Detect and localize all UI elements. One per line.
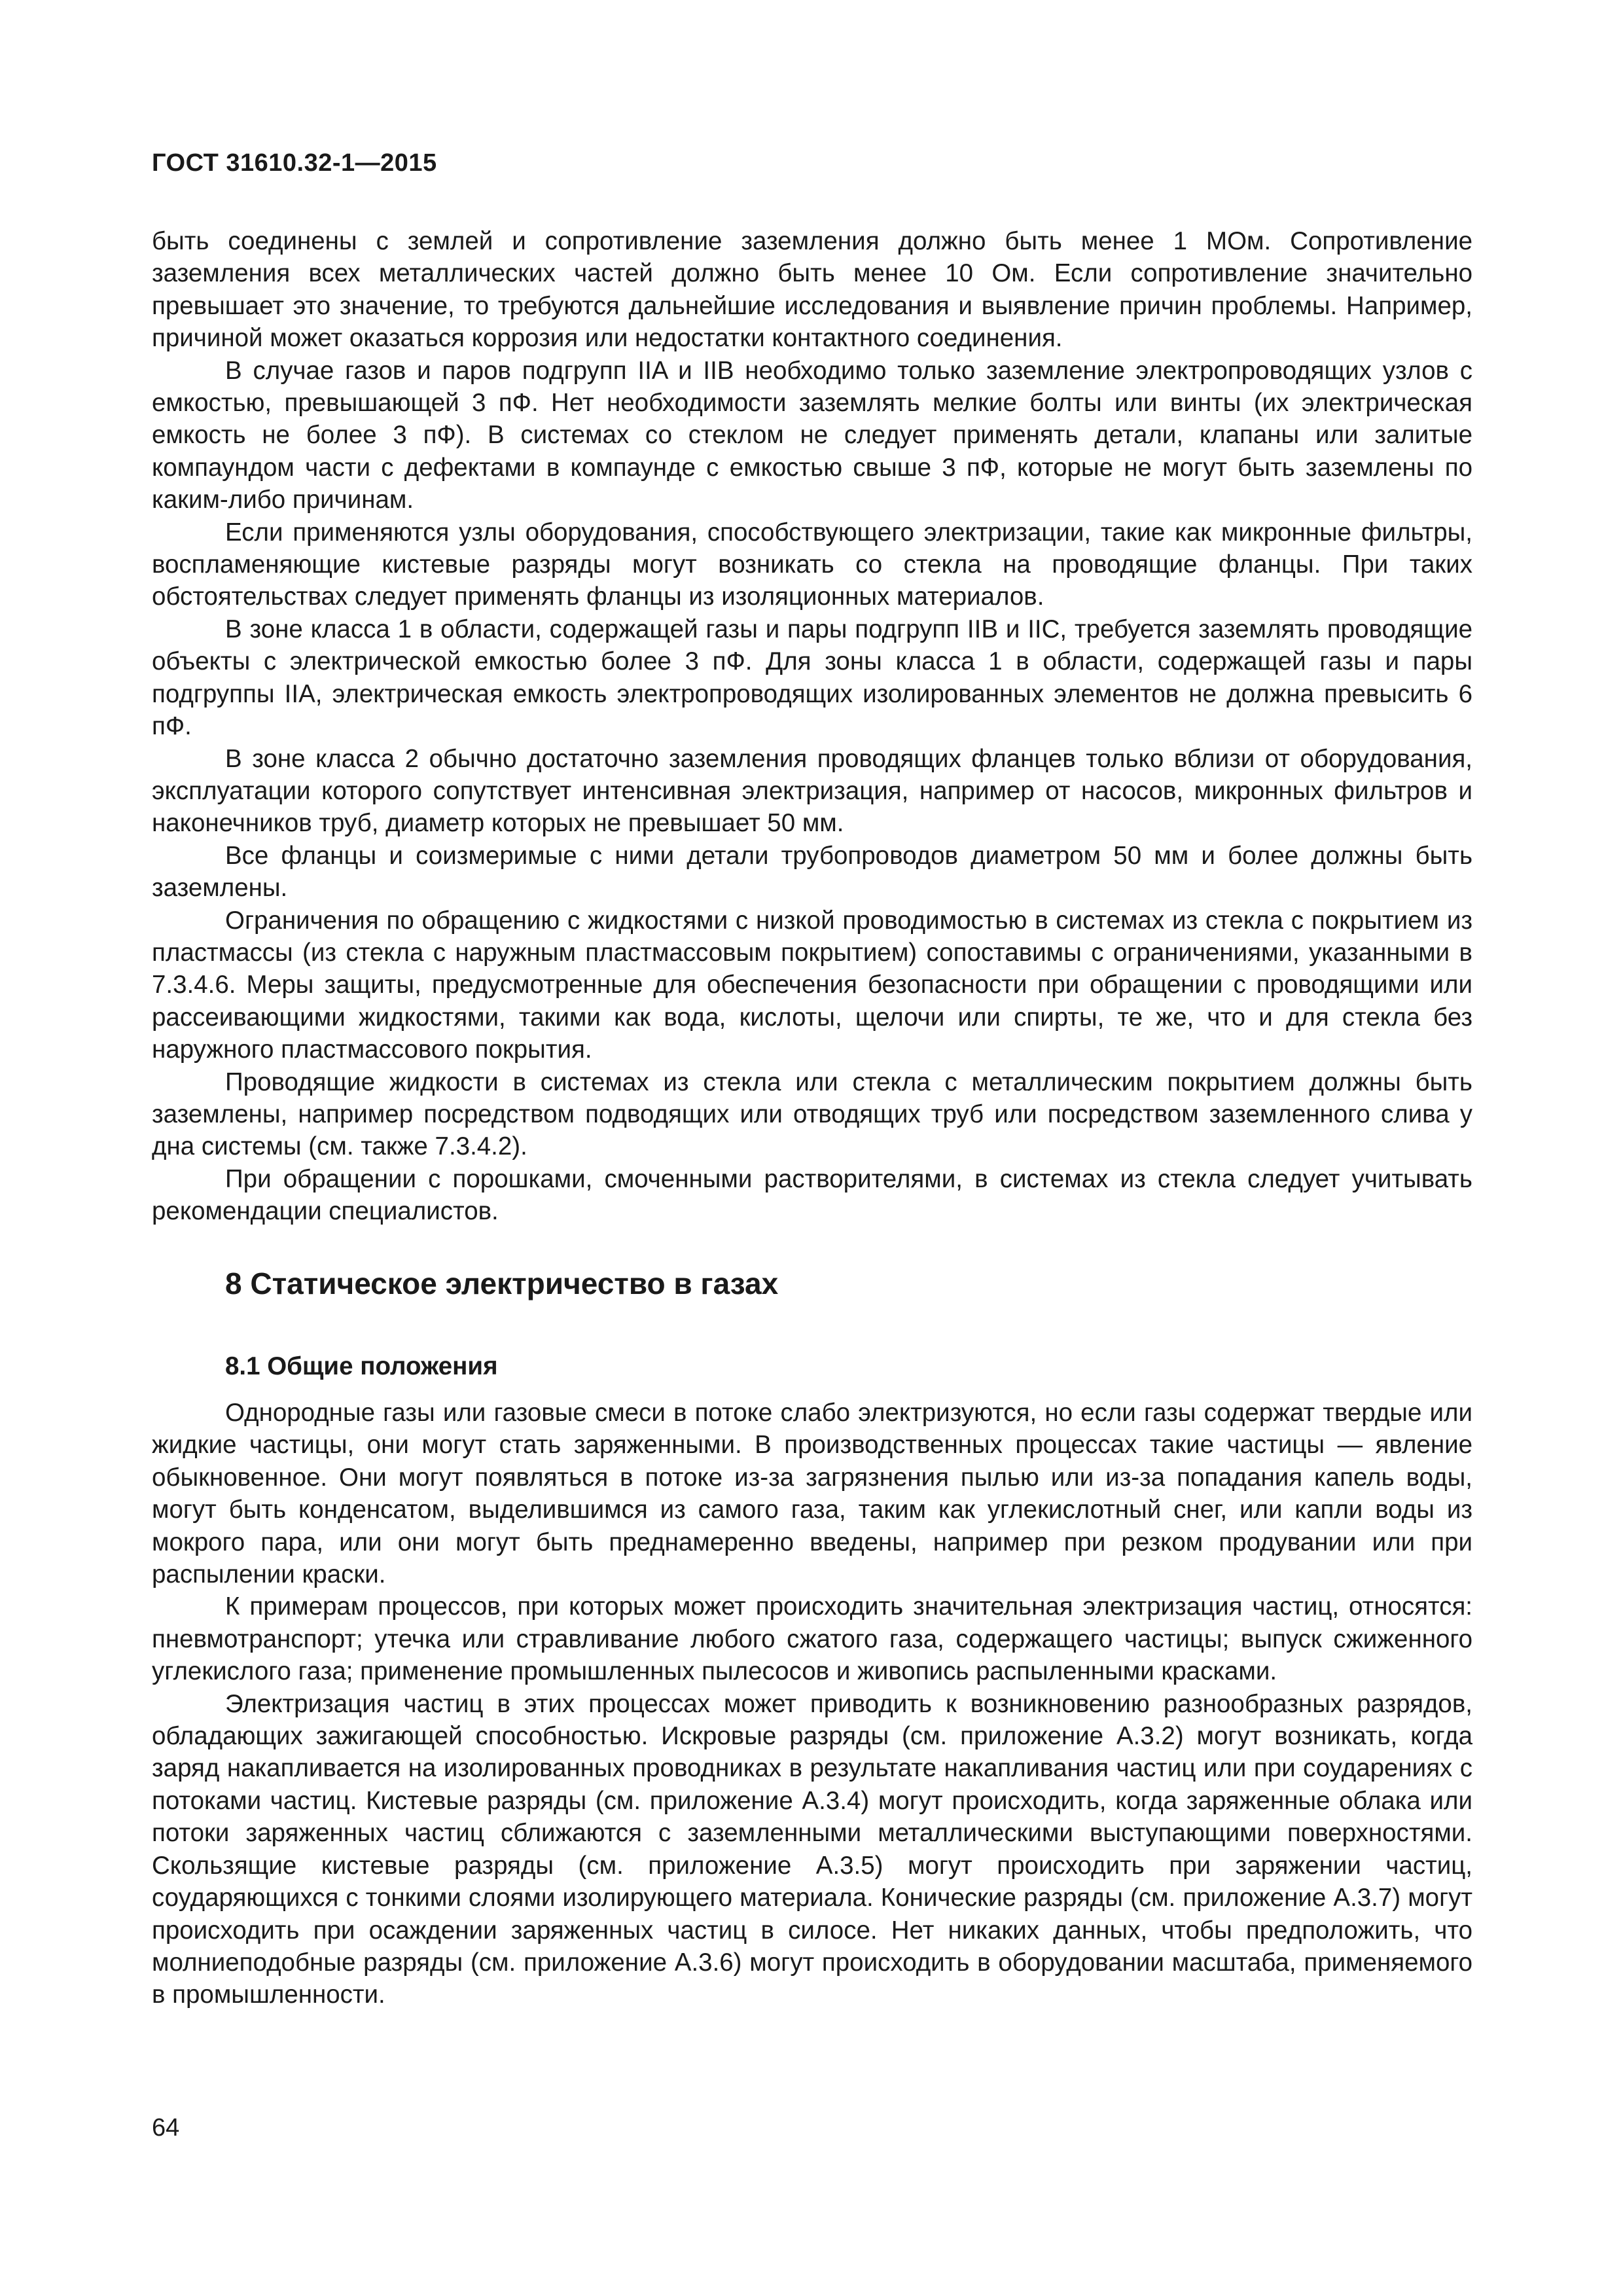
document-header: ГОСТ 31610.32-1—2015 xyxy=(152,149,437,177)
paragraph: В зоне класса 2 обычно достаточно заземления проводящих фланцев только вблизи от оборудования, эксплуатации которого сопутствует интенсивная электризация, например от насосов, микронных фильтров и наконечников труб, диаметр которых не превышает 50 мм. xyxy=(152,744,1472,838)
paragraph: В случае газов и паров подгрупп IIA и IIB необходимо только заземление электропроводящих узлов с емкостью, превышающей 3 пФ. Нет необходимости заземлять мелкие болты или винты (их электрическая емкость не более 3 пФ). В системах со стеклом не следует применять детали, клапаны или залитые компаундом части с дефектами в компаунде с емкостью свыше 3 пФ, которые не могут быть заземлены по каким-либо причинам. xyxy=(152,356,1472,514)
paragraph: Если применяются узлы оборудования, способствующего электризации, такие как микронные фильтры, воспламеняющие кистевые разряды могут возникать со стекла на проводящие фланцы. При таких обстоятельствах следует применять фланцы из изоляционных материалов. xyxy=(152,518,1472,611)
paragraph: Электризация частиц в этих процессах может приводить к возникновению разнообразных разрядов, обладающих зажигающей способностью. Искровые разряды (см. приложение А.3.2) могут возникать, когда заряд накапливается на изолированных проводниках в результате накапливания частиц или при соударениях с потоками частиц. Кистевые разряды (см. приложение А.3.4) могут происходить, когда заряженные облака или потоки заряженных частиц сближаются с заземленными металлическими выступающими поверхностями. Скользящие кистевые разряды (см. приложение А.3.5) могут происходить при заряжении частиц, соударяющихся с тонкими слоями изолирующего материала. Конические разряды (см. приложение А.3.7) могут происходить при осаждении заряженных частиц в силосе. Нет никаких данных, чтобы предположить, что молниеподобные разряды (см. приложение А.3.6) могут происходить в оборудовании масштаба, применяемого в промышленности. xyxy=(152,1689,1472,2009)
subsection-heading: 8.1 Общие положения xyxy=(225,1352,498,1380)
paragraph: быть соединены с землей и сопротивление заземления должно быть менее 1 МОм. Сопротивление заземления всех металлических частей должно быть менее 10 Ом. Если сопротивление значительно превышает это значение, то требуются дальнейшие исследования и выявление причин проблемы. Например, причиной может оказаться коррозия или недостатки контактного соединения. xyxy=(152,227,1472,353)
paragraph: К примерам процессов, при которых может происходить значительная электризация частиц, относятся: пневмотранспорт; утечка или стравливание любого сжатого газа, содержащего частицы; выпуск сжиженного углекислого газа; применение промышленных пылесосов и живопись распыленными красками. xyxy=(152,1592,1472,1686)
paragraph: При обращении с порошками, смоченными растворителями, в системах из стекла следует учитывать рекомендации специалистов. xyxy=(152,1164,1472,1226)
paragraph: Однородные газы или газовые смеси в потоке слабо электризуются, но если газы содержат твердые или жидкие частицы, они могут стать заряженными. В производственных процессах такие частицы — явление обыкновенное. Они могут появляться в потоке из-за загрязнения пылью или из-за попадания капель воды, могут быть конденсатом, выделившимся из самого газа, таким как углекислотный снег, или капли воды из мокрого пара, или они могут быть преднамеренно введены, например при резком продувании или при распылении краски. xyxy=(152,1399,1472,1589)
paragraph: В зоне класса 1 в области, содержащей газы и пары подгрупп IIB и IIC, требуется заземлять проводящие объекты с электрической емкостью более 3 пФ. Для зоны класса 1 в области, содержащей газы и пары подгруппы IIA, электрическая емкость электропроводящих изолированных элементов не должна превысить 6 пФ. xyxy=(152,615,1472,741)
page-number: 64 xyxy=(152,2114,180,2142)
section7-continuation xyxy=(152,225,1472,1228)
section8-body xyxy=(152,1397,1472,2011)
section-heading: 8 Статическое электричество в газах xyxy=(225,1266,779,1300)
paragraph: Все фланцы и соизмеримые с ними детали трубопроводов диаметром 50 мм и более должны быть заземлены. xyxy=(152,841,1472,903)
paragraph: Проводящие жидкости в системах из стекла или стекла с металлическим покрытием должны быть заземлены, например посредством подводящих или отводящих труб или посредством заземленного слива у дна системы (см. также 7.3.4.2). xyxy=(152,1067,1472,1161)
paragraph: Ограничения по обращению с жидкостями с низкой проводимостью в системах из стекла с покрытием из пластмассы (из стекла с наружным пластмассовым покрытием) сопоставимы с ограничениями, указанными в 7.3.4.6. Меры защиты, предусмотренные для обеспечения безопасности при обращении с проводящими или рассеивающими жидкостями, такими как вода, кислоты, щелочи или спирты, те же, что и для стекла без наружного пластмассового покрытия. xyxy=(152,906,1472,1064)
